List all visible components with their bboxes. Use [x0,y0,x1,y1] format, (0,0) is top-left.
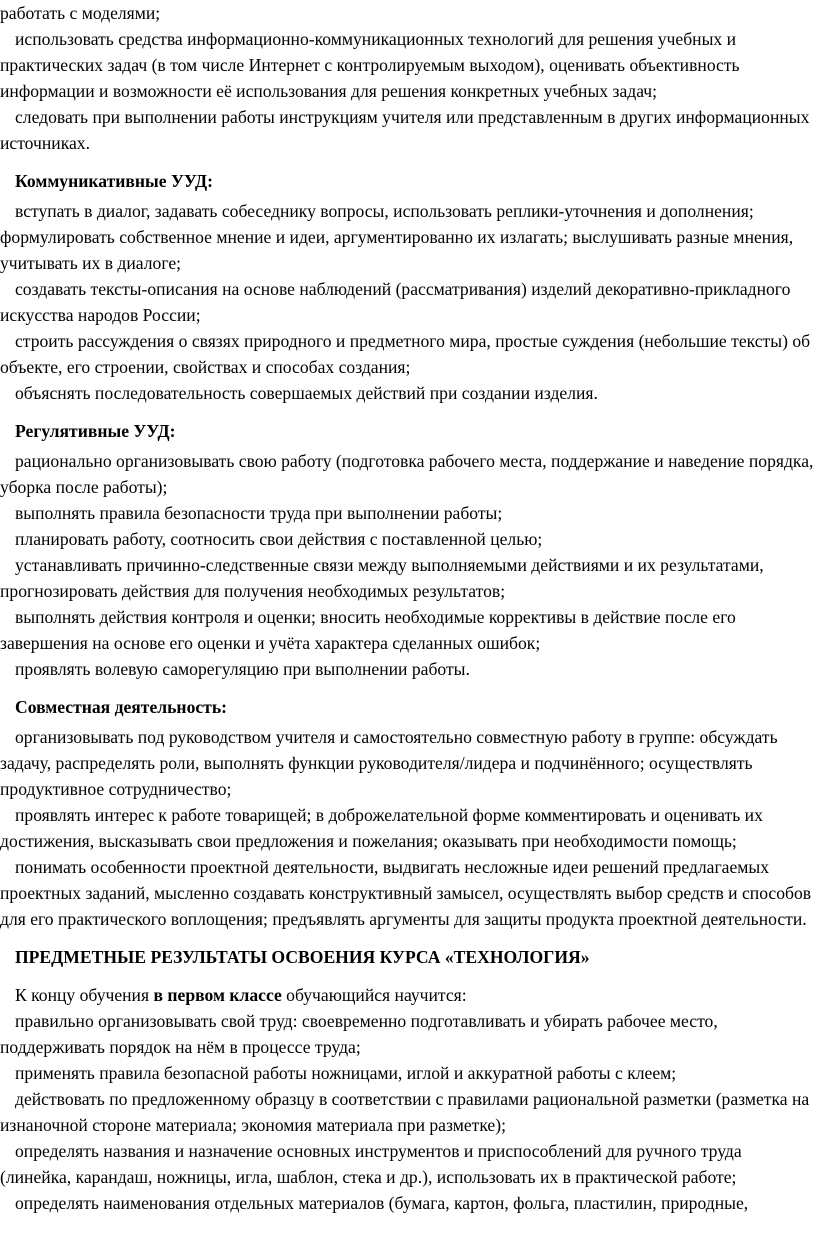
list-item: определять названия и назначение основных инструментов и приспособлений для ручного труда (линейка, карандаш, ножницы, игла, шаблон, стека и др.), использовать их в практической работе; [0,1141,742,1187]
section-heading-communicative: Коммуникативные УУД: [15,171,213,191]
section-heading-regulatory: Регулятивные УУД: [15,421,176,441]
list-item: выполнять правила безопасности труда при выполнении работы; [15,503,503,523]
list-item: правильно организовывать свой труд: своевременно подготавливать и убирать рабочее место, поддерживать порядок на нём в процессе труда; [0,1011,718,1057]
list-item: создавать тексты-описания на основе наблюдений (рассматривания) изделий декоративно-прикладного искусства народов России; [0,279,791,325]
paragraph: следовать при выполнении работы инструкциям учителя или представленным в других информационных источниках. [0,107,810,153]
subject-intro [0,982,816,1008]
list-item: применять правила безопасной работы ножницами, иглой и аккуратной работы с клеем; [15,1063,677,1083]
list-item: проявлять интерес к работе товарищей; в доброжелательной форме комментировать и оценивать их достижения, высказывать свои предложения и пожелания; оказывать при необходимости помощь; [0,805,763,851]
paragraph: использовать средства информационно-коммуникационных технологий для решения учебных и практических задач (в том числе Интернет с контролируемым выходом), оценивать объективность информации и возможности её использования для решения конкретных учебных задач; [0,29,740,101]
list-item: строить рассуждения о связях природного и предметного мира, простые суждения (небольшие тексты) об объекте, его строении, свойствах и способах создания; [0,331,811,377]
section-heading-subject-results: ПРЕДМЕТНЫЕ РЕЗУЛЬТАТЫ ОСВОЕНИЯ КУРСА «ТЕХНОЛОГИЯ» [15,947,590,967]
intro-text: К концу обучения [15,985,154,1005]
list-item: устанавливать причинно-следственные связи между выполняемыми действиями и их результатами, прогнозировать действия для получения необходимых результатов; [0,555,764,601]
list-item: понимать особенности проектной деятельности, выдвигать несложные идеи решений предлагаемых проектных заданий, мысленно создавать конструктивный замысел, осуществлять выбор средств и способов для его практического воплощения; предъявлять аргументы для защиты продукта проектной деятельности. [0,857,812,929]
section-heading-joint-activity: Совместная деятельность: [15,697,227,717]
list-item: организовывать под руководством учителя и самостоятельно совместную работу в группе: обсуждать задачу, распределять роли, выполнять функции руководителя/лидера и подчинённого; осуществлять продуктивное сотрудничество; [0,727,778,799]
list-item: объяснять последовательность совершаемых действий при создании изделия. [15,383,598,403]
list-item: выполнять действия контроля и оценки; вносить необходимые коррективы в действие после его завершения на основе его оценки и учёта характера сделанных ошибок; [0,607,736,653]
list-item: проявлять волевую саморегуляцию при выполнении работы. [15,659,470,679]
list-item: планировать работу, соотносить свои действия с поставленной целью; [15,529,543,549]
list-item: действовать по предложенному образцу в соответствии с правилами рациональной разметки (разметка на изнаночной стороне материала; экономия материала при разметке); [0,1089,810,1135]
paragraph: работать с моделями; [0,3,161,23]
intro-bold-text: в первом классе [153,985,282,1005]
list-item: определять наименования отдельных материалов (бумага, картон, фольга, пластилин, природные, [15,1193,749,1213]
list-item: вступать в диалог, задавать собеседнику вопросы, использовать реплики-уточнения и дополнения; формулировать собственное мнение и идеи, аргументированно их излагать; выслушивать разные мнения, учитывать их в диалоге; [0,201,794,273]
list-item: рационально организовывать свою работу (подготовка рабочего места, поддержание и наведение порядка, уборка после работы); [0,451,814,497]
intro-text-end: обучающийся научится: [281,985,467,1005]
